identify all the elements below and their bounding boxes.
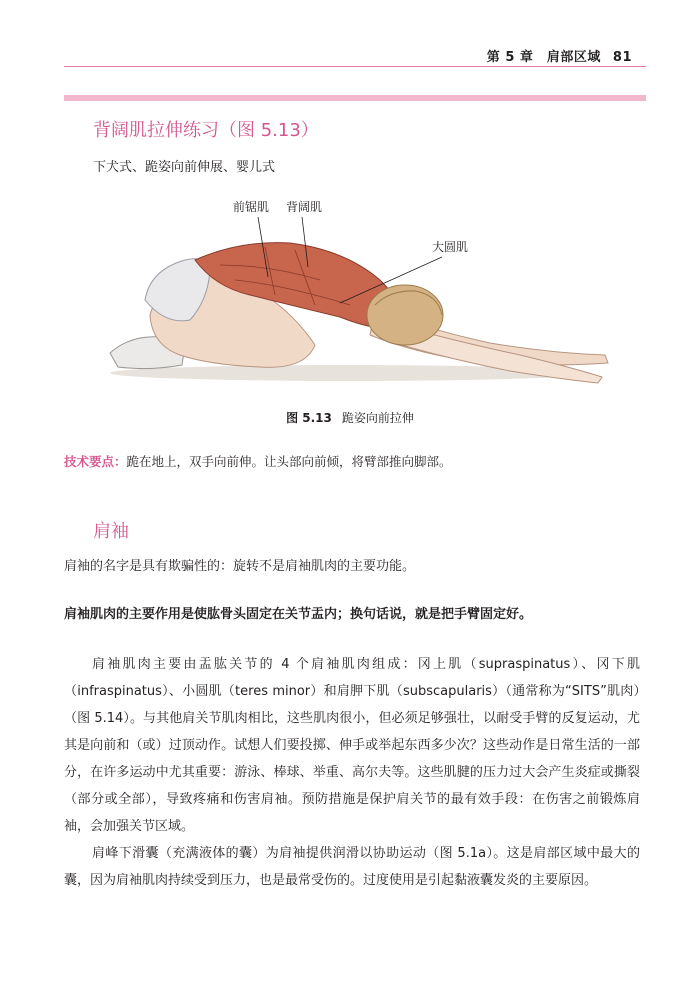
pose-list: 下犬式、跪姿向前伸展、婴儿式: [93, 160, 276, 175]
paragraph-3: 肩袖肌肉主要由盂肱关节的 4 个肩袖肌肉组成：冈上肌（supraspinatus）、冈下肌（infraspinatus）、小圆肌（teres minor）和肩胛下肌（subscapularis）（通常称为“SITS”肌肉）（图 5.14）。与其他肩关节肌肉相比，这些肌肉很小，但必须足够强壮，以耐受手臂的反复运动，尤其是向前和（或）过顶动作。试想人们要投掷、伸手或举起东西多少次？这些动作是日常生活的一部分，在许多运动中尤其重要：游泳、棒球、举重、高尔夫等。这些肌腱的压力过大会产生炎症或撕裂（部分或全部），导致疼痛和伤害肩袖。预防措施是保护肩关节的最有效手段：在伤害之前锻炼肩袖，会加强关节区域。: [64, 657, 640, 834]
running-header: [487, 46, 632, 65]
label-teres-major: 大圆肌: [432, 240, 469, 254]
label-latissimus-dorsi: 背阔肌: [286, 200, 323, 214]
caption-title: 跪姿向前拉伸: [341, 411, 414, 425]
section-band: [64, 95, 646, 101]
technique-text: 跪在地上，双手向前伸。让头部向前倾，将臂部推向脚部。: [126, 454, 452, 469]
section-title-lat-stretch: 背阔肌拉伸练习（图 5.13）: [93, 120, 319, 141]
caption-number: 图 5.13: [286, 411, 332, 425]
page-number: 81: [612, 50, 632, 65]
figure-child-pose-stretch: [90, 195, 630, 405]
technique-note: [64, 452, 452, 470]
child-pose-illustration: [90, 195, 630, 405]
section-title-rotator-cuff: 肩袖: [93, 521, 129, 542]
figure-caption: [0, 409, 700, 426]
label-serratus-anterior: 前锯肌: [233, 200, 270, 214]
technique-label: 技术要点：: [64, 454, 127, 469]
paragraph-4: 肩峰下滑囊（充满液体的囊）为肩袖提供润滑以协助运动（图 5.1a）。这是肩部区域中最大的囊，因为肩袖肌肉持续受到压力，也是最常受伤的。过度使用是引起黏液囊发炎的主要原因。: [64, 846, 640, 888]
chapter-title: 第 5 章 肩部区域: [486, 50, 601, 65]
header-rule: [64, 66, 646, 67]
paragraph-1: 肩袖的名字是具有欺骗性的：旋转不是肩袖肌肉的主要功能。: [64, 559, 416, 574]
paragraph-2-key-point: 肩袖肌肉的主要作用是使肱骨头固定在关节盂内；换句话说，就是把手臂固定好。: [64, 607, 533, 622]
